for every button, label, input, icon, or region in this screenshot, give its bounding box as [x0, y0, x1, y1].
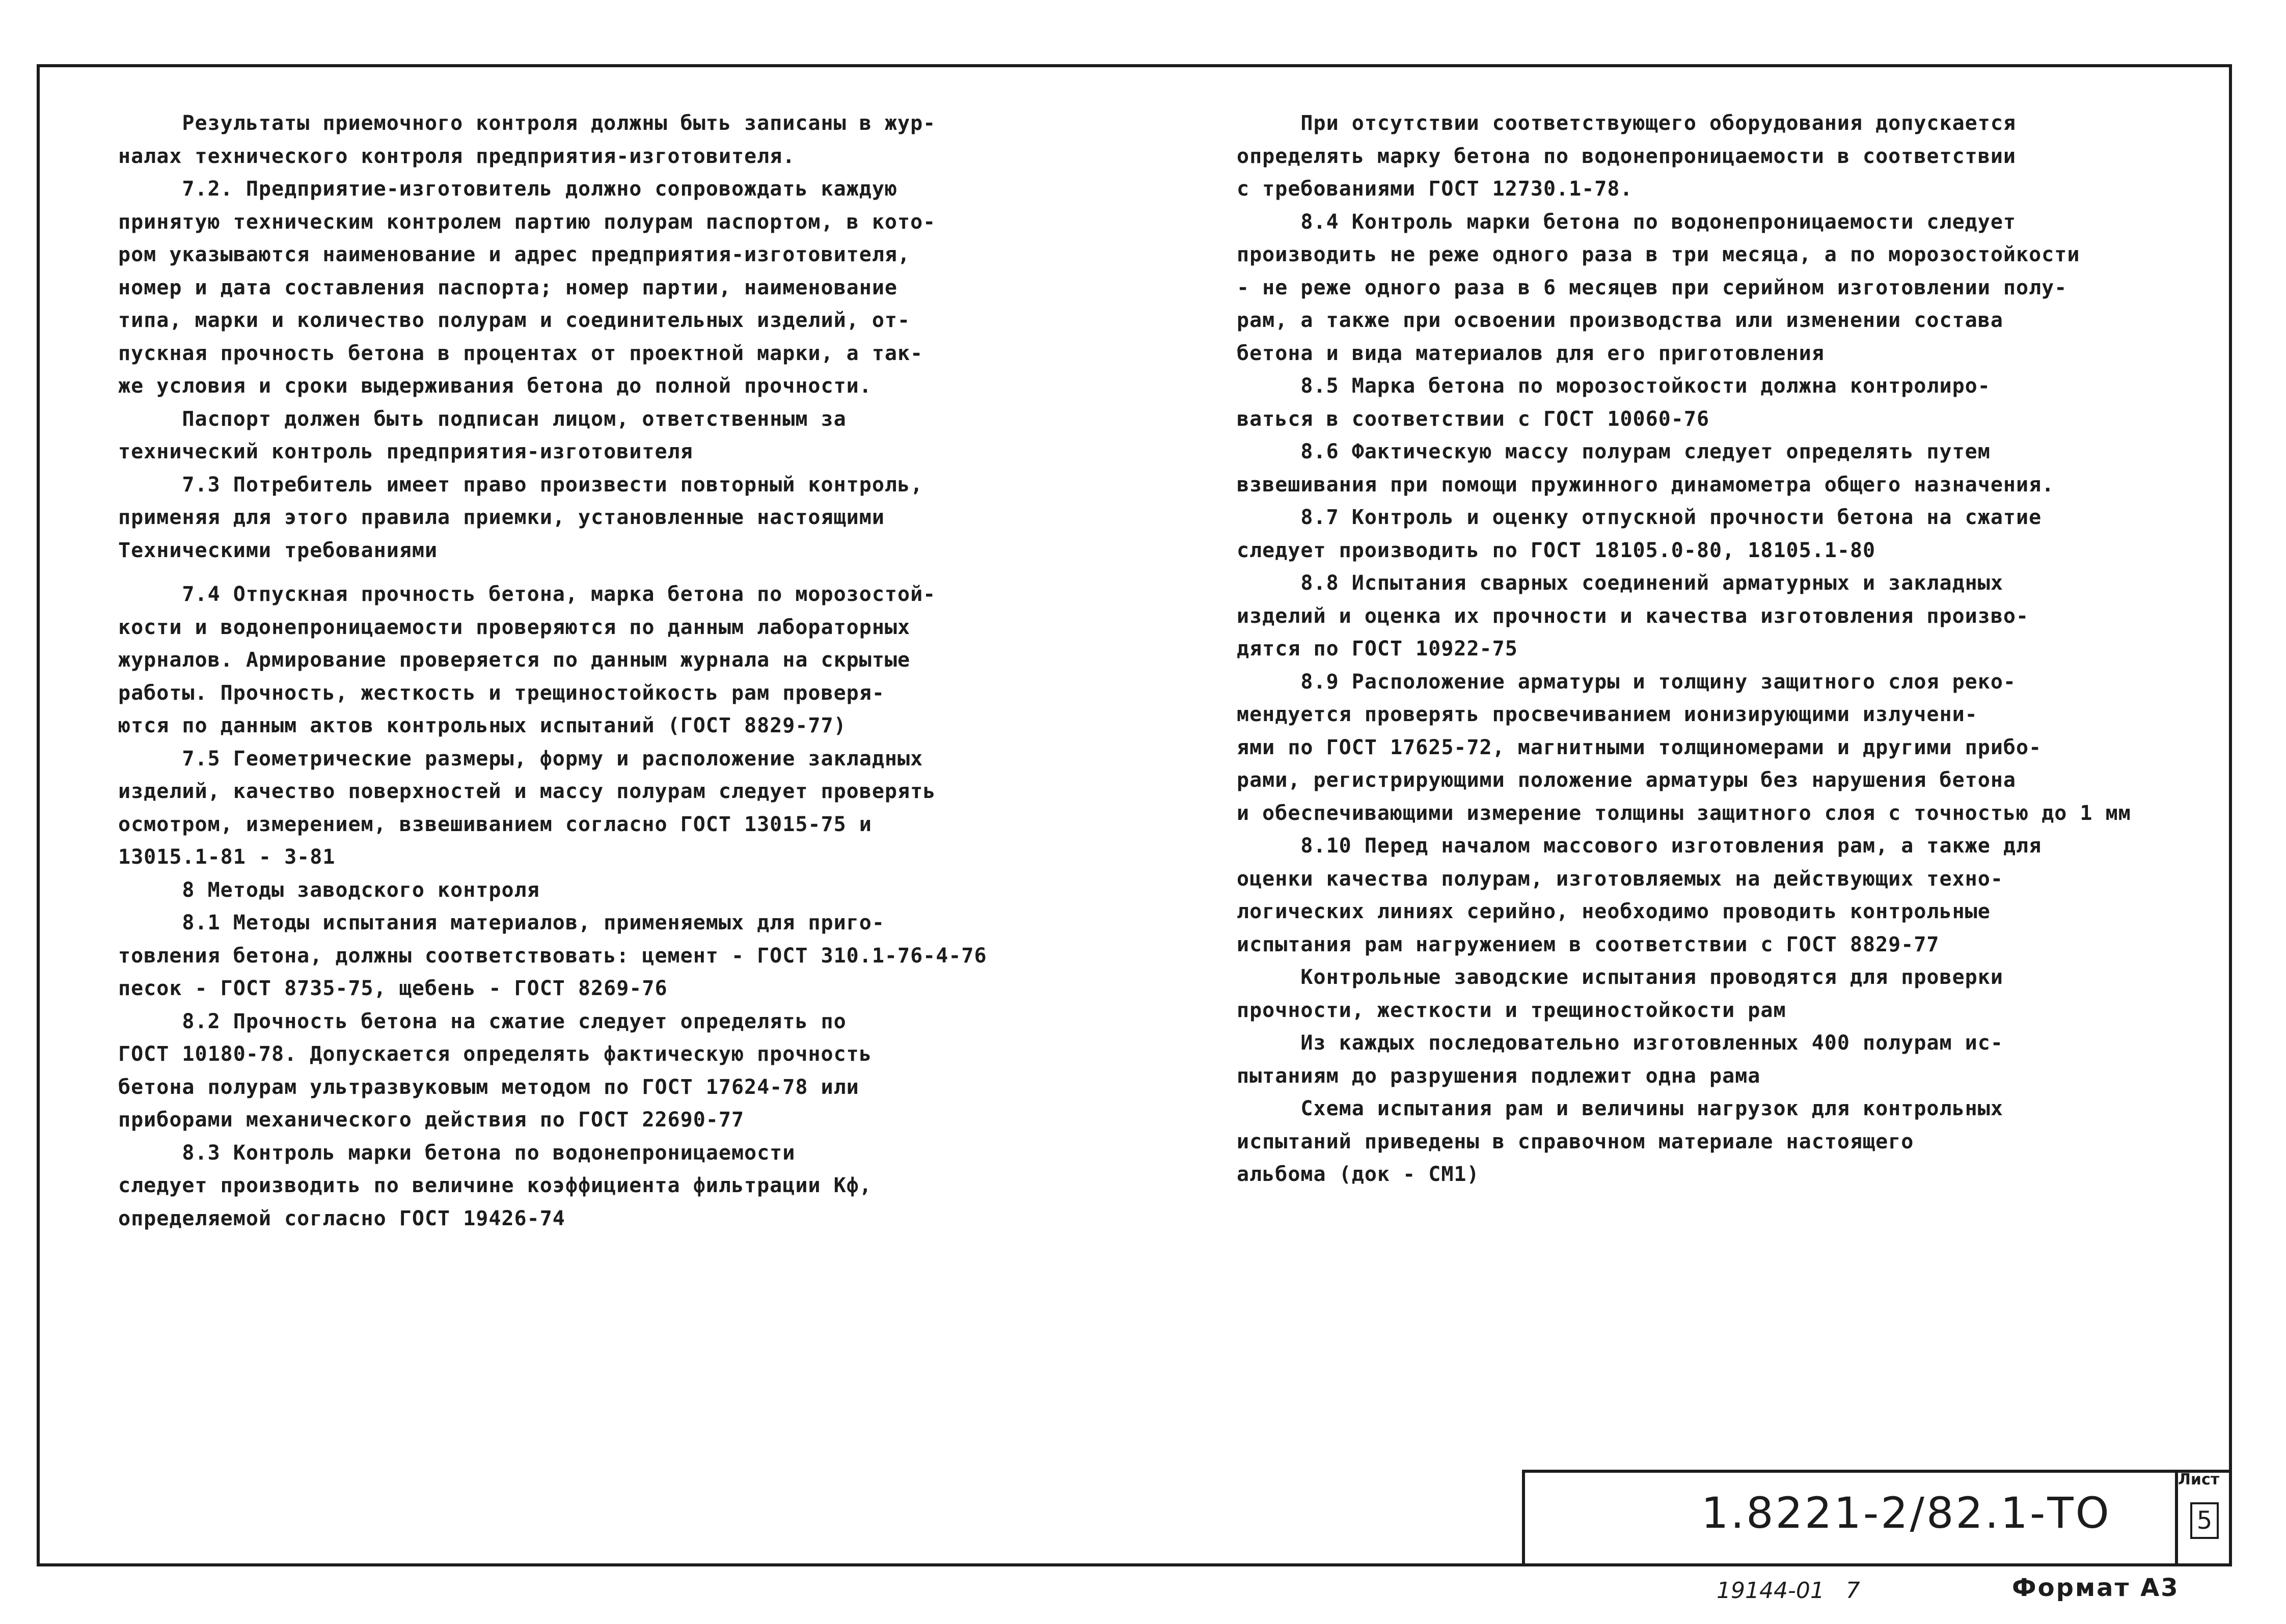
text-line: типа, марки и количество полурам и соединительных изделий, от-	[118, 309, 911, 332]
text-line: При отсутствии соответствующего оборудования допускается	[1237, 112, 2017, 135]
sheet-number: 5	[2190, 1502, 2219, 1539]
text-line: 8.7 Контроль и оценку отпускной прочности бетона на сжатие	[1237, 506, 2042, 529]
text-line: и обеспечивающими измерение толщины защитного слоя с точностью до 1 мм	[1237, 801, 2131, 825]
text-line: 13015.1-81 - 3-81	[118, 845, 336, 869]
text-line: 8.2 Прочность бетона на сжатие следует определять по	[118, 1009, 847, 1033]
text-line: работы. Прочность, жесткость и трещиностойкость рам проверя-	[118, 681, 885, 705]
text-line: оценки качества полурам, изготовляемых на действующих техно-	[1237, 867, 2003, 891]
text-line: налах технического контроля предприятия-изготовителя.	[118, 144, 796, 168]
text-line: испытаний приведены в справочном материале настоящего	[1237, 1130, 1914, 1153]
text-line: логических линиях серийно, необходимо проводить контрольные	[1237, 900, 1991, 923]
text-line: следует производить по ГОСТ 18105.0-80, 18105.1-80	[1237, 538, 1876, 562]
text-line: 8 Методы заводского контроля	[118, 878, 540, 902]
text-line: - не реже одного раза в 6 месяцев при серийном изготовлении полу-	[1237, 276, 2067, 299]
text-line: 8.4 Контроль марки бетона по водонепроницаемости следует	[1237, 210, 2017, 234]
text-line: Паспорт должен быть подписан лицом, ответственным за	[118, 407, 847, 431]
text-line: определять марку бетона по водонепроницаемости в соответствии	[1237, 144, 2017, 168]
text-line: дятся по ГОСТ 10922-75	[1237, 637, 1518, 660]
text-line: бетона и вида материалов для его приготовления	[1237, 341, 1825, 365]
text-line: песок - ГОСТ 8735-75, щебень - ГОСТ 8269-76	[118, 977, 668, 1000]
text-line: рами, регистрирующими положение арматуры без нарушения бетона	[1237, 768, 2017, 792]
text-line: ром указываются наименование и адрес предприятия-изготовителя,	[118, 243, 911, 266]
inventory-number: 19144-01 7	[1717, 1578, 1860, 1604]
text-line: 7.3 Потребитель имеет право произвести повторный контроль,	[118, 473, 923, 497]
text-line: 7.2. Предприятие-изготовитель должно сопровождать каждую	[118, 177, 898, 201]
text-line: ями по ГОСТ 17625-72, магнитными толщиномерами и другими прибо-	[1237, 735, 2042, 759]
text-line: журналов. Армирование проверяется по данным журнала на скрытые	[118, 648, 911, 672]
text-line: пускная прочность бетона в процентах от проектной марки, а так-	[118, 341, 923, 365]
text-line: 8.5 Марка бетона по морозостойкости должна контролиро-	[1237, 374, 1991, 398]
text-line: Результаты приемочного контроля должны быть записаны в жур-	[118, 112, 936, 135]
text-line: товления бетона, должны соответствовать: цемент - ГОСТ 310.1-76-4-76	[118, 944, 987, 968]
text-line: испытания рам нагружением в соответствии с ГОСТ 8829-77	[1237, 932, 1940, 956]
text-line: 8.8 Испытания сварных соединений арматурных и закладных	[1237, 571, 2003, 595]
text-line: 8.3 Контроль марки бетона по водонепроницаемости	[118, 1141, 796, 1165]
sheet-label: Лист	[2178, 1471, 2220, 1489]
text-line: применяя для этого правила приемки, установленные настоящими	[118, 506, 885, 529]
text-line: мендуется проверять просвечиванием ионизирующими излучени-	[1237, 703, 1978, 726]
text-line: определяемой согласно ГОСТ 19426-74	[118, 1206, 565, 1230]
text-line: 8.9 Расположение арматуры и толщину защитного слоя реко-	[1237, 670, 2017, 694]
text-line: же условия и сроки выдерживания бетона до полной прочности.	[118, 374, 872, 398]
text-line: Схема испытания рам и величины нагрузок для контрольных	[1237, 1097, 2003, 1120]
text-line: 8.1 Методы испытания материалов, применяемых для приго-	[118, 911, 885, 934]
paragraph-gap	[118, 567, 1086, 578]
text-line: Техническими требованиями	[118, 538, 438, 562]
text-line: Контрольные заводские испытания проводятся для проверки	[1237, 966, 2003, 989]
text-line: 8.6 Фактическую массу полурам следует определять путем	[1237, 440, 1991, 463]
left-text-column	[118, 107, 1086, 1235]
text-line: ются по данным актов контрольных испытаний (ГОСТ 8829-77)	[118, 714, 847, 737]
text-line: с требованиями ГОСТ 12730.1-78.	[1237, 177, 1633, 201]
text-line: рам, а также при освоении производства или изменении состава	[1237, 309, 2003, 332]
text-line: пытаниям до разрушения подлежит одна рама	[1237, 1064, 1761, 1088]
text-line: Из каждых последовательно изготовленных 400 полурам ис-	[1237, 1031, 2003, 1055]
text-line: номер и дата составления паспорта; номер партии, наименование	[118, 276, 898, 299]
text-line: изделий, качество поверхностей и массу полурам следует проверять	[118, 780, 936, 803]
text-line: следует производить по величине коэффициента фильтрации Кф,	[118, 1174, 872, 1197]
text-line: изделий и оценка их прочности и качества изготовления произво-	[1237, 604, 2029, 628]
text-line: альбома (док - СМ1)	[1237, 1163, 1480, 1186]
text-line: осмотром, измерением, взвешиванием согласно ГОСТ 13015-75 и	[118, 812, 872, 836]
paper-format: Формат А3	[2012, 1574, 2180, 1602]
text-line: технический контроль предприятия-изготовителя	[118, 440, 693, 463]
text-line: 8.10 Перед началом массового изготовления рам, а также для	[1237, 834, 2042, 858]
text-line: 7.4 Отпускная прочность бетона, марка бетона по морозостой-	[118, 583, 936, 606]
text-line: 7.5 Геометрические размеры, форму и расположение закладных	[118, 747, 923, 770]
text-line: принятую техническим контролем партию полурам паспортом, в кото-	[118, 210, 936, 234]
text-line: ГОСТ 10180-78. Допускается определять фактическую прочность	[118, 1042, 872, 1066]
text-line: ваться в соответствии с ГОСТ 10060-76	[1237, 407, 1710, 431]
text-line: прочности, жесткости и трещиностойкости рам	[1237, 998, 1786, 1022]
text-line: бетона полурам ультразвуковым методом по ГОСТ 17624-78 или	[118, 1075, 859, 1099]
document-code: 1.8221-2/82.1-ТО	[1701, 1488, 2111, 1538]
text-line: кости и водонепроницаемости проверяются по данным лабораторных	[118, 615, 911, 639]
text-line: производить не реже одного раза в три месяца, а по морозостойкости	[1237, 243, 2080, 266]
right-text-column	[1237, 107, 2205, 1191]
text-line: взвешивания при помощи пружинного динамометра общего назначения.	[1237, 473, 2055, 497]
text-line: приборами механического действия по ГОСТ 22690-77	[118, 1108, 745, 1132]
